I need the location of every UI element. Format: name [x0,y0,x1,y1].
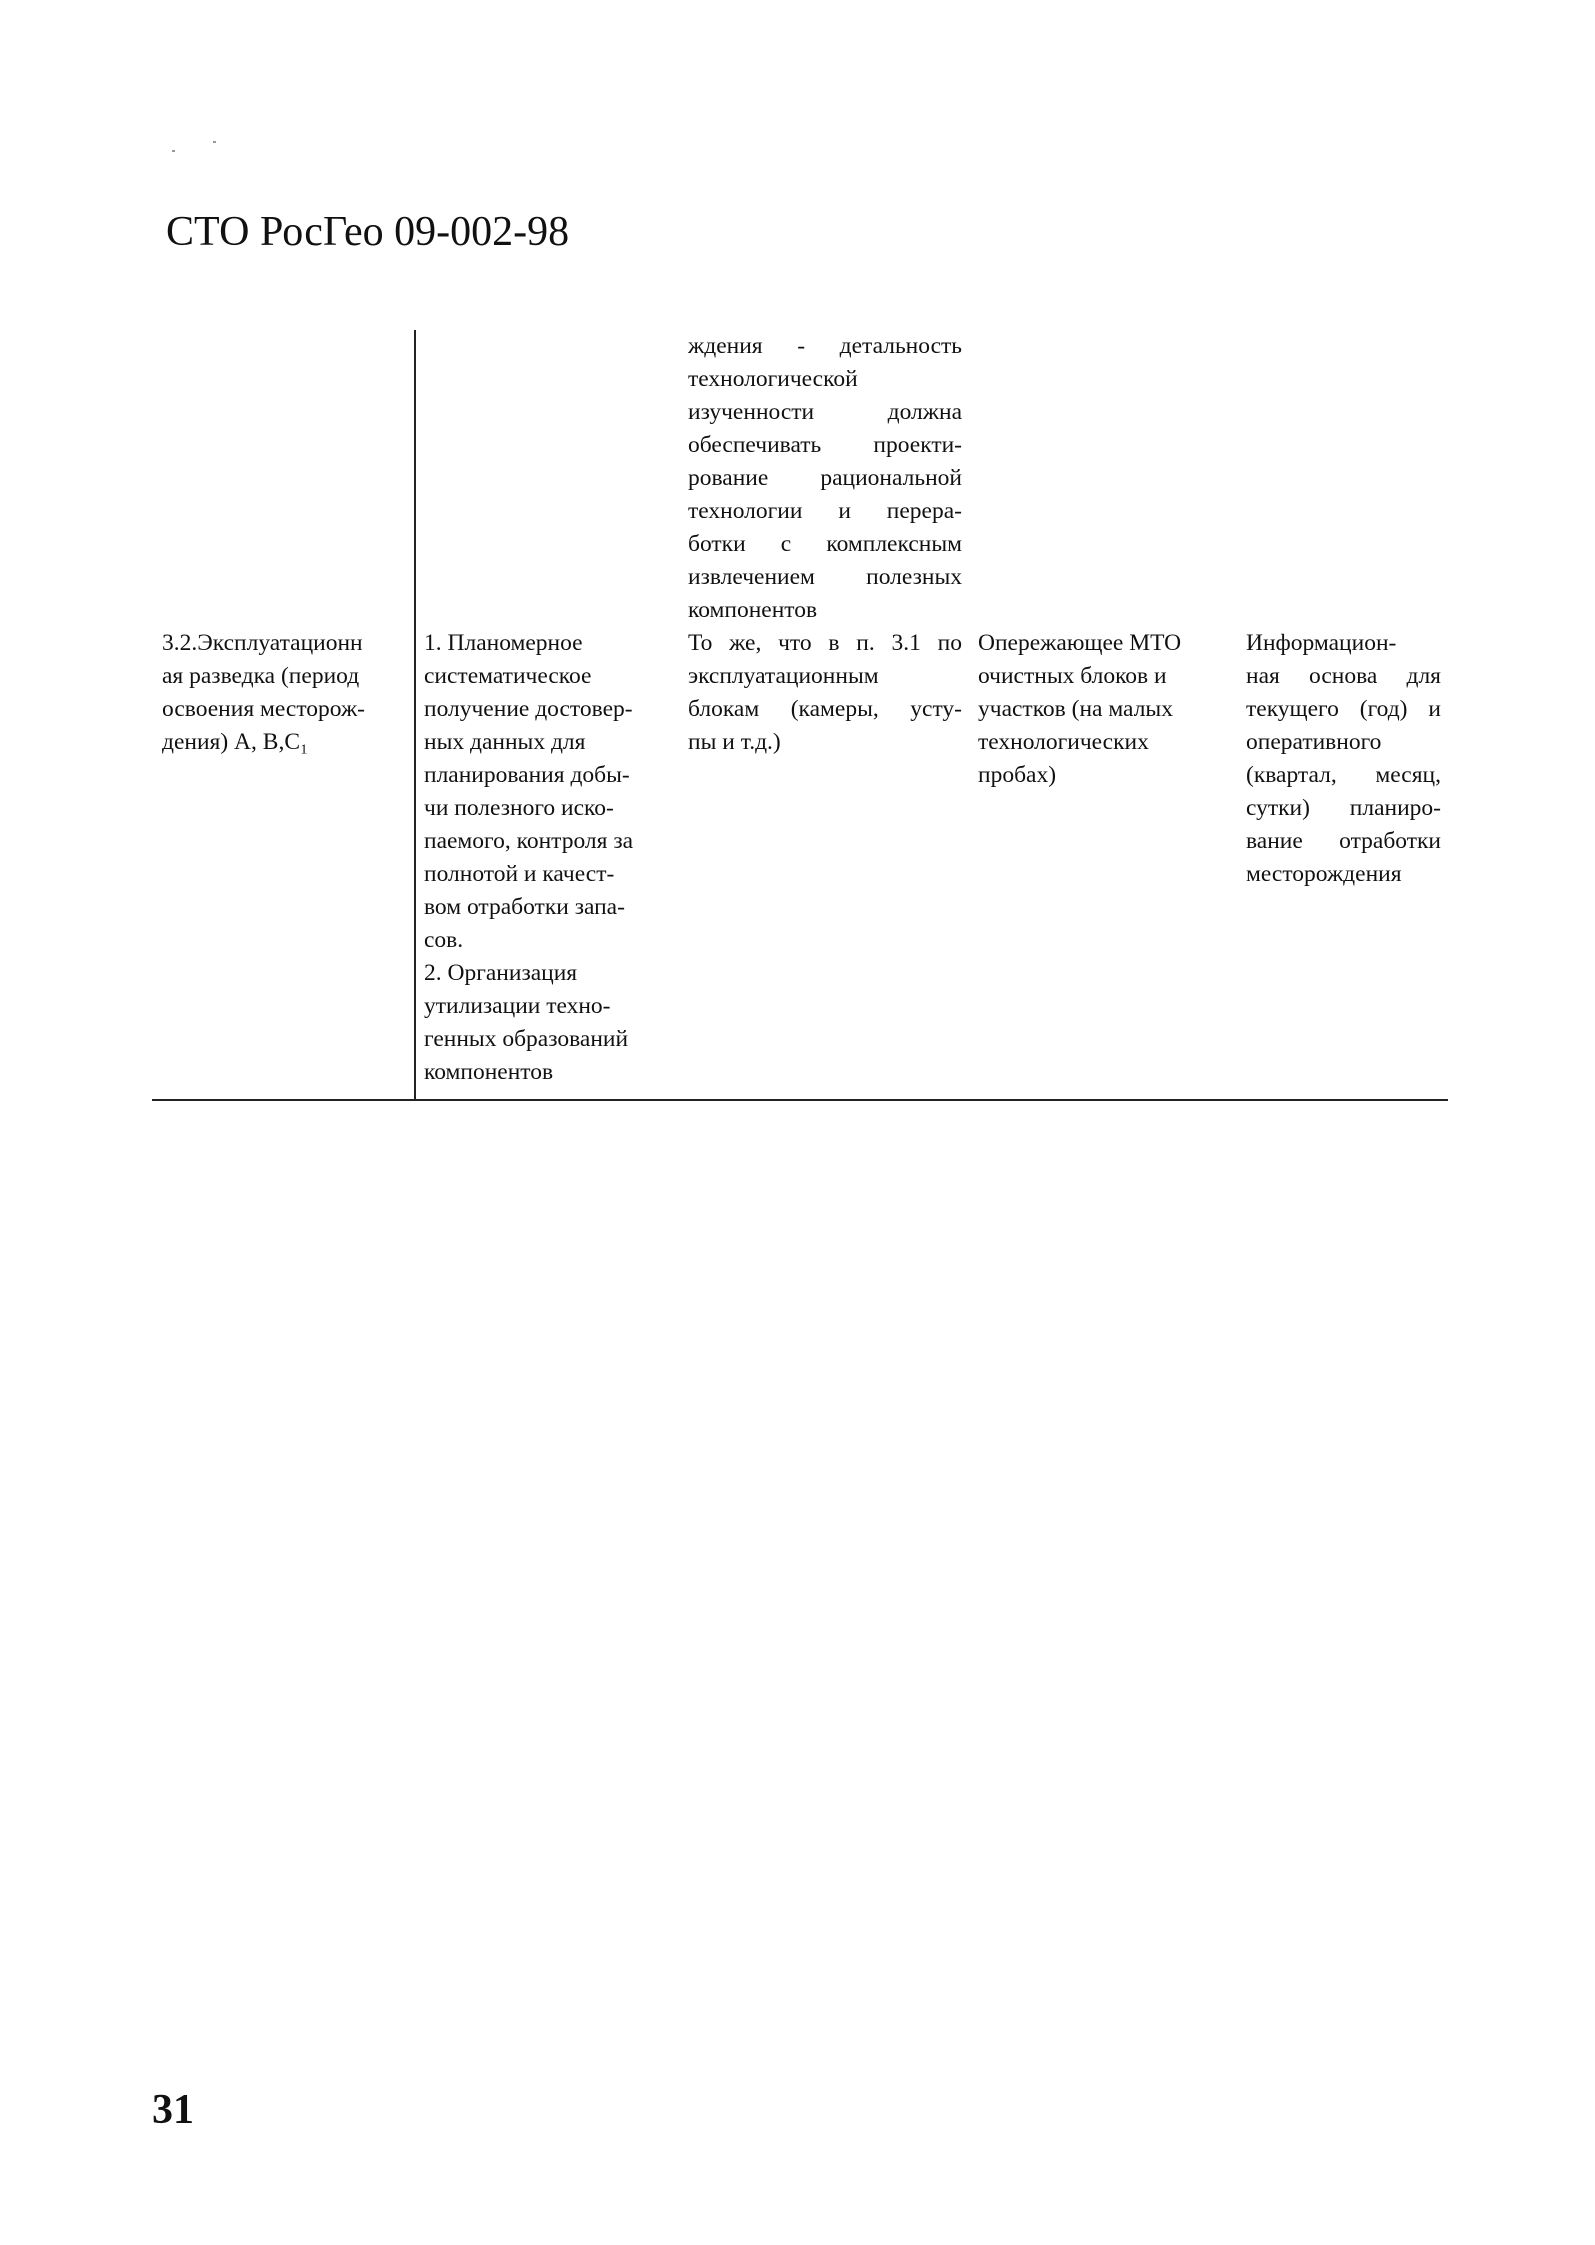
cell-text-line: генных образований [424,1026,629,1052]
cell-text-line: дения) А, В,С₁ [162,729,309,755]
cell-text-line: технологических [978,729,1149,755]
cell-text-line: Информацион- [1246,630,1397,656]
row-3-2-detail-cell [688,627,962,759]
cell-text-line: пы и т.д.) [688,729,781,755]
cell-text-line: вание отработки [1246,828,1441,854]
cell-text-line: получение достовер- [424,696,633,722]
row-3-2-stage-cell [162,627,410,759]
cell-text-line: компонентов [688,597,818,623]
cell-text-line: месторождения [1246,861,1402,887]
cell-text-line: пробах) [978,762,1057,788]
cell-text-line: (квартал, месяц, [1246,762,1441,788]
cell-text-line: блокам (камеры, усту- [688,696,962,722]
cell-text-line: 2. Организация [424,960,578,986]
scan-speck [172,150,175,152]
cell-text-line: технологии и перера- [688,498,962,524]
cell-text-line: Опережающее МТО [978,630,1182,656]
cell-text-line: ных данных для [424,729,586,755]
row-3-2-mto-cell [978,627,1238,792]
cell-text-line: изученности должна [688,399,962,425]
cell-text-line: 3.2.Эксплуатационн [162,630,363,656]
cell-text-line: компонентов [424,1059,554,1085]
row-3-2-purpose-cell [1246,627,1441,891]
cell-text-line: планирования добы- [424,762,630,788]
cell-text-line: утилизации техно- [424,993,611,1019]
cell-text-line: освоения месторож- [162,696,366,722]
cell-text-line: ная основа для [1246,663,1441,689]
cell-text-line: текущего (год) и [1246,696,1441,722]
cell-text-line: технологической [688,366,858,392]
cell-text-line: То же, что в п. 3.1 по [688,630,962,656]
cell-text-line: извлечением полезных [688,564,962,590]
cell-text-line: ждения - детальность [688,333,962,359]
cell-text-line: очистных блоков и [978,663,1167,689]
cell-text-line: сов. [424,927,464,953]
cell-text-line: полнотой и качест- [424,861,615,887]
cell-text-line: обеспечивать проекти- [688,432,962,458]
cell-text-line: оперативного [1246,729,1382,755]
cell-text-line: ая разведка (период [162,663,360,689]
cell-text-line: вом отработки запа- [424,894,625,920]
cell-text-line: рование рациональной [688,465,962,491]
page-number: 31 [152,2087,194,2133]
row-3-2-tasks-cell [424,627,672,1089]
cell-text-line: систематическое [424,663,592,689]
document-code-title: СТО РосГео 09-002-98 [166,209,570,255]
table-column-divider [414,330,416,1100]
cell-text-line: чи полезного иско- [424,795,614,821]
table-bottom-rule [152,1099,1448,1101]
cell-text-line: 1. Планомерное [424,630,583,656]
cell-text-line: эксплуатационным [688,663,879,689]
cell-text-line: ботки с комплексным [688,531,962,557]
cell-text-line: паемого, контроля за [424,828,634,854]
continued-cell-col3 [688,330,962,627]
cell-text-line: участков (на малых [978,696,1173,722]
scan-speck [213,141,216,143]
cell-text-line: сутки) планиро- [1246,795,1441,821]
